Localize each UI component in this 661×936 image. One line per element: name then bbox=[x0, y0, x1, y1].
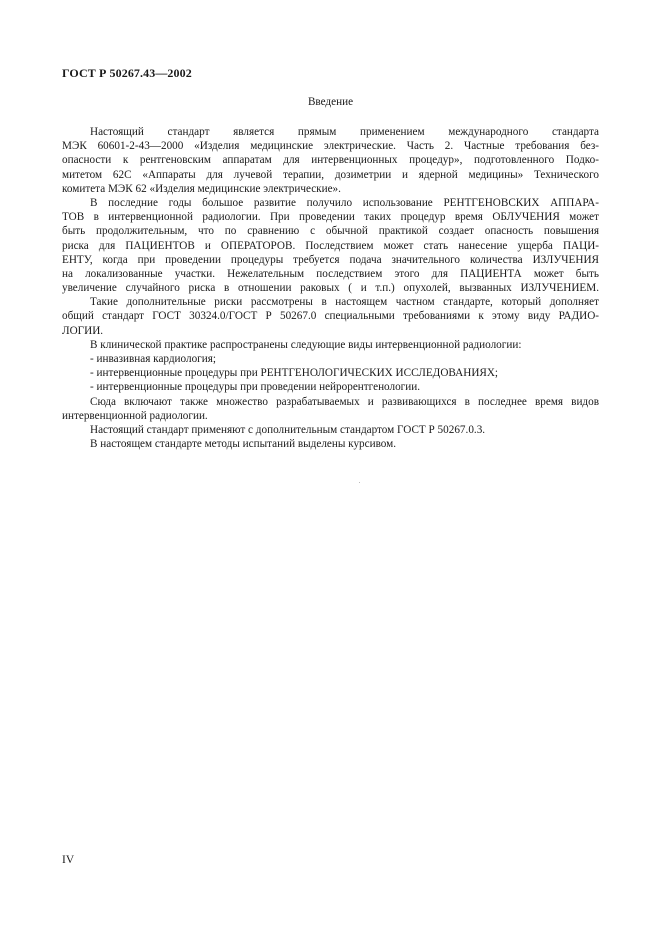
text-line: - интервенционные процедуры при РЕНТГЕНОЛОГИЧЕСКИХ ИССЛЕДОВАНИЯХ; bbox=[90, 367, 499, 380]
text-line: МЭК 60601-2-43—2000 «Изделия медицинские электрические. Часть 2. Частные требования без- bbox=[62, 140, 599, 153]
scan-dot bbox=[359, 482, 360, 483]
text-line: риска для ПАЦИЕНТОВ и ОПЕРАТОРОВ. Последствием может стать нанесение ущерба ПАЦИ- bbox=[62, 239, 599, 252]
text-line: быть продолжительным, что по сравнению с обычной практикой создает опасность повышения bbox=[62, 225, 599, 238]
text-line: опасности к рентгеновским аппаратам для интервенционных процедур», подготовленного Подко- bbox=[62, 154, 599, 167]
text-line: митетом 62С «Аппараты для лучевой терапии, дозиметрии и ядерной медицины» Технического bbox=[62, 168, 599, 181]
standard-header: ГОСТ Р 50267.43—2002 bbox=[62, 66, 192, 80]
text-line: общий стандарт ГОСТ 30324.0/ГОСТ Р 50267.0 специальными требованиями к этому виду РАДИО- bbox=[62, 310, 599, 323]
section-title: Введение bbox=[307, 96, 354, 108]
text-line: интервенционной радиологии. bbox=[62, 409, 208, 422]
text-line: Такие дополнительные риски рассмотрены в настоящем частном стандарте, который дополняет bbox=[90, 296, 599, 309]
page-number: IV bbox=[62, 854, 75, 866]
text-line: ТОВ в интервенционной радиологии. При проведении таких процедур время ОБЛУЧЕНИЯ может bbox=[62, 211, 599, 224]
text-line: на локализованные участки. Нежелательным последствием этого для ПАЦИЕНТА может быть bbox=[62, 267, 599, 280]
text-line: увеличение случайного риска в отношении раковых ( и т.п.) опухолей, вызванных ИЗЛУЧЕНИЕМ. bbox=[62, 282, 599, 295]
text-line: - интервенционные процедуры при проведении нейрорентгенологии. bbox=[90, 381, 421, 394]
body-text bbox=[62, 125, 599, 451]
text-line: ЕНТУ, когда при проведении процедуры требуется подача значительного количества ИЗЛУЧЕНИЯ bbox=[62, 253, 599, 266]
text-line: - инвазивная кардиология; bbox=[90, 353, 216, 365]
text-line: Настоящий стандарт применяют с дополнительным стандартом ГОСТ Р 50267.0.3. bbox=[90, 423, 486, 436]
text-line: В настоящем стандарте методы испытаний выделены курсивом. bbox=[90, 438, 397, 451]
text-line: В клинической практике распространены следующие виды интервенционной радиологии: bbox=[90, 338, 522, 351]
text-line: Сюда включают также множество разрабатываемых и развивающихся в последнее время видов bbox=[90, 395, 599, 408]
text-line: ЛОГИИ. bbox=[62, 324, 104, 337]
text-line: В последние годы большое развитие получило использование РЕНТГЕНОВСКИХ АППАРА- bbox=[90, 196, 599, 209]
text-line: комитета МЭК 62 «Изделия медицинские электрические». bbox=[62, 182, 341, 195]
text-line: Настоящий стандарт является прямым применением международного стандарта bbox=[90, 126, 599, 138]
